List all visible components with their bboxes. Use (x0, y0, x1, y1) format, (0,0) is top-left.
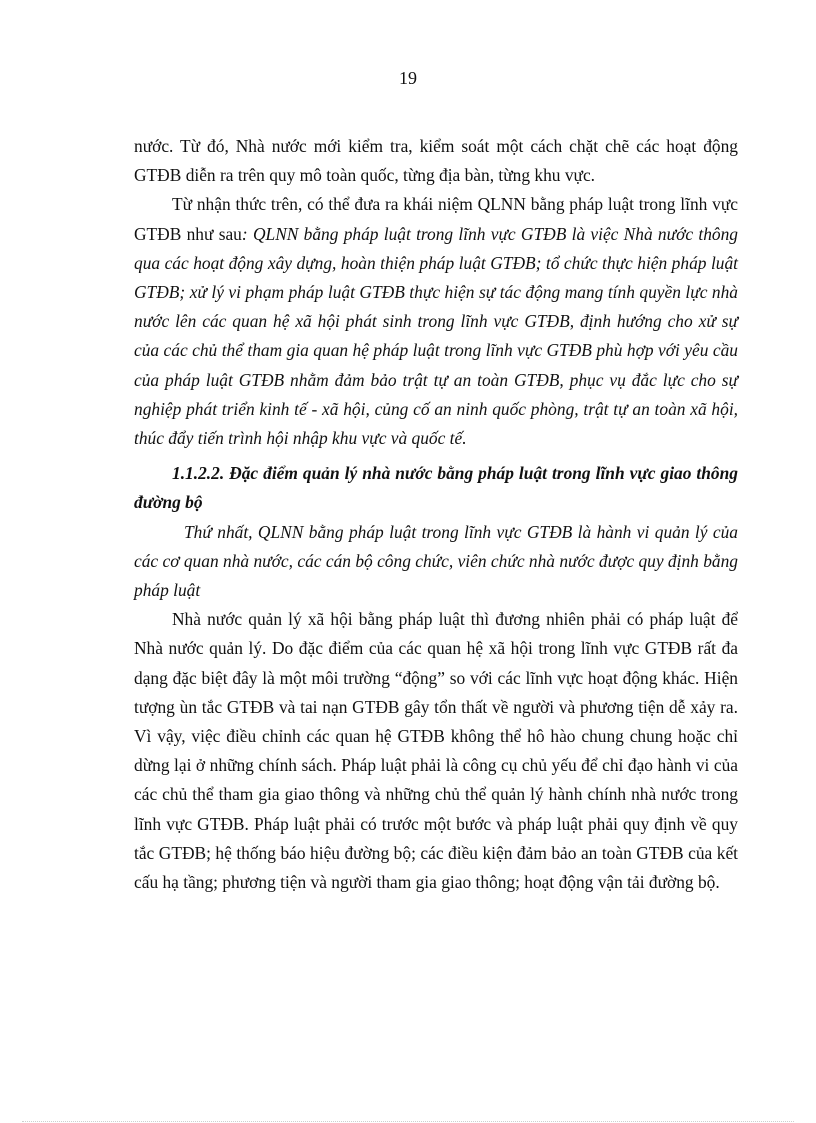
paragraph-2 (134, 190, 738, 453)
paragraph-4: Nhà nước quản lý xã hội bằng pháp luật thì đương nhiên phải có pháp luật để Nhà nước quản lý. Do đặc điểm của các quan hệ xã hội trong lĩnh vực GTĐB rất đa dạng đặc biệt đây là một môi trường “động” so với các lĩnh vực hoạt động khác. Hiện tượng ùn tắc GTĐB và tai nạn GTĐB gây tổn thất về người và phương tiện dễ xảy ra. Vì vậy, việc điều chỉnh các quan hệ GTĐB không thể hô hào chung chung hoặc chỉ dừng lại ở những chính sách. Pháp luật phải là công cụ chủ yếu để chỉ đạo hành vi của các chủ thể tham gia giao thông và những chủ thể quản lý hành chính nhà nước trong lĩnh vực GTĐB. Pháp luật phải có trước một bước và pháp luật phải quy định về quy tắc GTĐB; hệ thống báo hiệu đường bộ; các điều kiện đảm bảo an toàn GTĐB của kết cấu hạ tầng; phương tiện và người tham gia giao thông; hoạt động vận tải đường bộ. (134, 609, 738, 893)
paragraph-2-intro: Từ nhận thức trên, có thể đưa ra khái niệm QLNN bằng pháp luật trong lĩnh vực GTĐB như sau (134, 194, 738, 244)
paragraph-2-colon: : (241, 223, 248, 244)
page-number: 19 (399, 68, 417, 88)
definition-text: QLNN bằng pháp luật trong lĩnh vực GTĐB là việc Nhà nước thông qua các hoạt động xây dựng, hoàn thiện pháp luật GTĐB; tổ chức thực hiện pháp luật GTĐB; xử lý vi phạm pháp luật GTĐB thực hiện sự tác động mang tính quyền lực nhà nước lên các quan hệ xã hội phát sinh trong lĩnh vực GTĐB, định hướng cho xử sự của các chủ thể tham gia quan hệ pháp luật trong lĩnh vực GTĐB phù hợp với yêu cầu của pháp luật GTĐB nhằm đảm bảo trật tự an toàn GTĐB, phục vụ đắc lực cho sự nghiệp phát triển kinh tế - xã hội, củng cố an ninh quốc phòng, trật tự an toàn xã hội, thúc đẩy tiến trình hội nhập khu vực và quốc tế. (134, 223, 738, 449)
footer-divider (22, 1121, 794, 1122)
paragraph-3: Thứ nhất, QLNN bằng pháp luật trong lĩnh vực GTĐB là hành vi quản lý của các cơ quan nhà nước, các cán bộ công chức, viên chức nhà nước được quy định bằng pháp luật (134, 521, 738, 601)
paragraph-1: nước. Từ đó, Nhà nước mới kiểm tra, kiểm soát một cách chặt chẽ các hoạt động GTĐB diễn ra trên quy mô toàn quốc, từng địa bàn, từng khu vực. (134, 136, 738, 186)
document-body (134, 132, 738, 897)
section-heading: 1.1.2.2. Đặc điểm quản lý nhà nước bằng pháp luật trong lĩnh vực giao thông đường bộ (134, 463, 738, 513)
